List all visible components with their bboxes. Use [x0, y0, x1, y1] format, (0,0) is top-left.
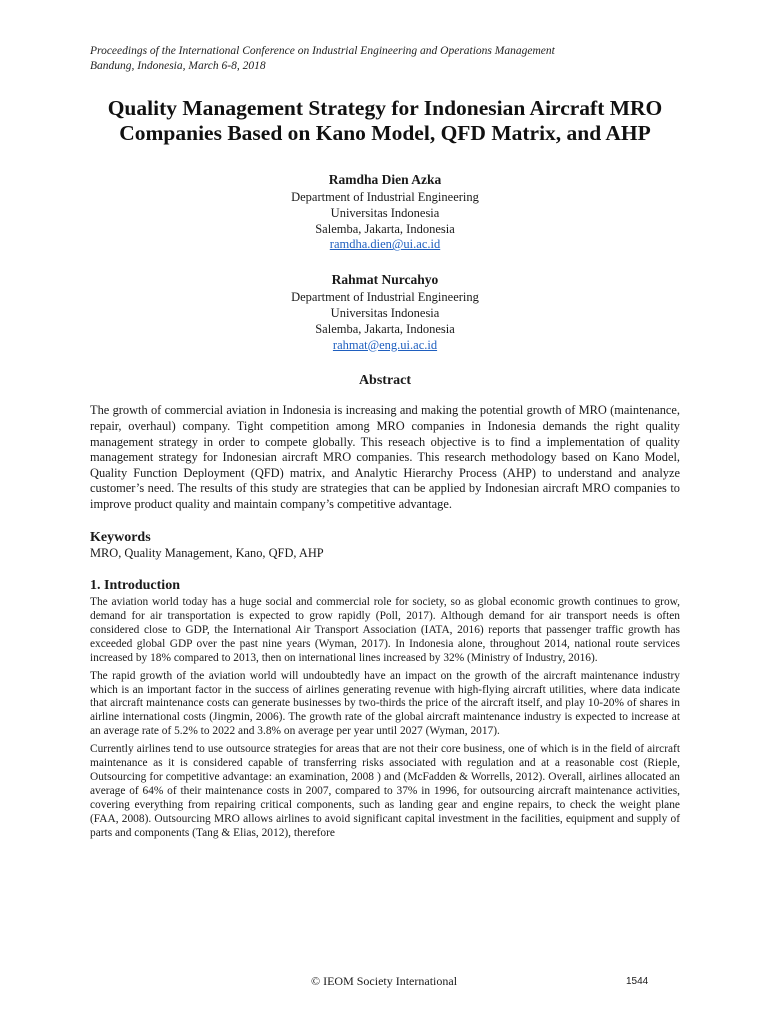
- introduction-heading: 1. Introduction: [90, 578, 180, 594]
- abstract-heading: Abstract: [358, 373, 412, 389]
- paper-title: [90, 96, 680, 146]
- conference-location-date: Bandung, Indonesia, March 6-8, 2018: [90, 60, 266, 72]
- author-university: Universitas Indonesia: [330, 205, 440, 220]
- author-block-1: [90, 171, 680, 253]
- footer-copyright: © IEOM Society International: [310, 974, 458, 988]
- keywords-text: MRO, Quality Management, Kano, QFD, AHP: [90, 545, 324, 560]
- author-name: Ramdha Dien Azka: [328, 172, 442, 187]
- author-email-link[interactable]: ramdha.dien@ui.ac.id: [329, 237, 441, 252]
- keywords-heading: Keywords: [90, 529, 151, 545]
- author-block-2: [90, 271, 680, 353]
- page-number: 1544: [626, 976, 649, 987]
- title-line-2: Companies Based on Kano Model, QFD Matrix, and AHP: [119, 121, 651, 145]
- introduction-paragraph-3: Currently airlines tend to use outsource strategies for areas that are not their core business, one of which is in the field of aircraft maintenance as it is considered capable of transferring risks associated with regulation and at a reasonable cost (Rieple, Outsourcing for competitive advantage: an examination, 2008 ) and (McFadden & Worrells, 2012). Overall, airlines allocated an average of 64% of their maintenance costs in 2007, compared to 37% in 1996, for outsourcing aircraft maintenance activities, covering everything from repairing critical components, such as landing gear and engine repairs, to check the weight plane (FAA, 2008). Outsourcing MRO allows airlines to avoid significant capital investment in the facilities, equipment and supply of parts and components (Tang & Elias, 2012), therefore: [90, 743, 680, 839]
- author-department: Department of Industrial Engineering: [291, 190, 479, 204]
- author-location: Salemba, Jakarta, Indonesia: [315, 221, 455, 236]
- author-university: Universitas Indonesia: [330, 305, 440, 320]
- author-department: Department of Industrial Engineering: [291, 290, 479, 305]
- title-line-1: Quality Management Strategy for Indonesian Aircraft MRO: [107, 96, 663, 120]
- author-location: Salemba, Jakarta, Indonesia: [315, 321, 455, 336]
- author-name: Rahmat Nurcahyo: [331, 272, 439, 288]
- conference-name: Proceedings of the International Conference on Industrial Engineering and Operations Management: [90, 45, 555, 57]
- running-header: [90, 44, 680, 74]
- paper-page: [90, 44, 680, 845]
- author-email-link[interactable]: rahmat@eng.ui.ac.id: [332, 337, 438, 352]
- abstract-text: The growth of commercial aviation in Indonesia is increasing and making the potential growth of MRO (maintenance, repair, overhaul) company. Tight competition among MRO companies in Indonesia demands the right quality management strategy in order to compete globally. This reseach objective is to find a implementation of quality management strategy for Indonesian aircraft MRO companies. This research methodology based on Kano Model, Quality Function Deployment (QFD) matrix, and Analytic Hierarchy Process (AHP) to understand and analyze customer’s need. The results of this study are strategies that can be applied by Indonesian aircraft MRO companies to improve product quality and maintain company’s competitive advantage.: [90, 403, 680, 511]
- introduction-paragraph-1: The aviation world today has a huge social and commercial role for society, so as global economic growth continues to grow, demand for air transportation is expected to grow rapidly (Poll, 2017). Although demand for air transport needs is often considered close to GDP, the International Air Transport Association (IATA, 2016) reports that passenger traffic growth has exceeded global GDP over the past nine years (Wyman, 2017). In Indonesia alone, throughout 2014, national route services increased by 18% compared to 2013, then on international lines increased by 32% (Ministry of Industry, 2016).: [90, 596, 680, 664]
- introduction-paragraph-2: The rapid growth of the aviation world will undoubtedly have an impact on the growth of the aircraft maintenance industry which is an important factor in the success of airlines generating revenue with high-flying aircraft utilities, where data indicate that aircraft maintenance costs can generate businesses by two-thirds the price of the aircraft itself, and play 10-20% of shares in airline international costs (Jingmin, 2006). The growth rate of the global aircraft maintenance industry is expected to increase at an average rate of 5.2% to 2022 and 3.8% on average per year until 2027 (Wyman, 2017).: [90, 669, 680, 738]
